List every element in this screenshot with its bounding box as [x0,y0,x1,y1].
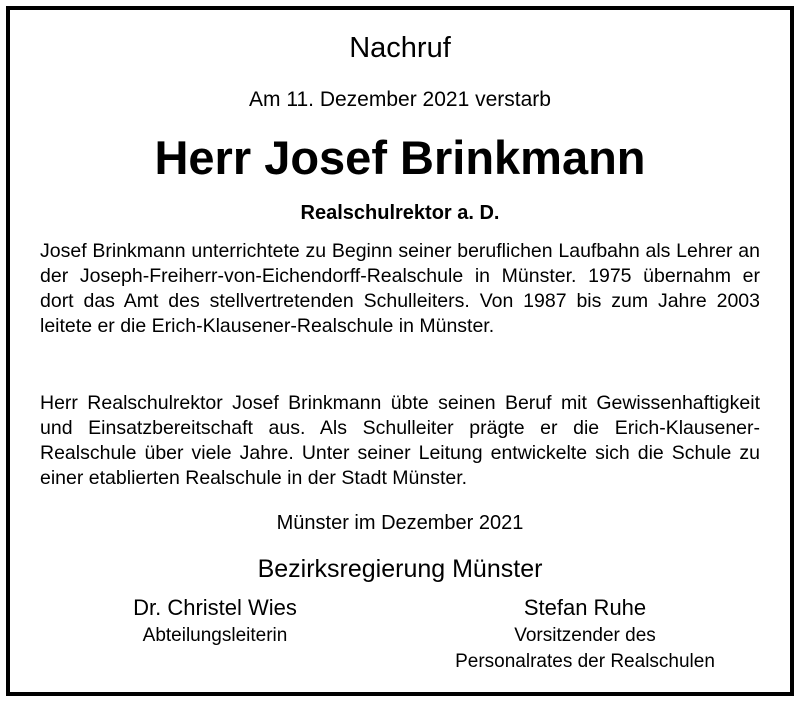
tribute-paragraph: Herr Realschulrektor Josef Brinkmann übte seinen Beruf mit Gewissenhaftigkeit und Einsatzbereitschaft aus. Als Schulleiter prägte er die Erich-Klausener-Realschule über viele Jahre. Unter seiner Leitung entwickelte sich die Schule zu einer etablierten Realschule in der Stadt Münster. [40,392,760,489]
death-date-line: Am 11. Dezember 2021 verstarb [249,88,551,111]
signer-role-line: Personalrates der Realschulen [455,651,715,672]
signer-role-line: Vorsitzender des [514,625,656,646]
signer-role-line: Abteilungsleiterin [142,625,288,646]
signer-block [430,593,740,675]
deceased-title: Realschulrektor a. D. [300,202,500,224]
signer-role [430,623,740,675]
notice-title: Nachruf [349,32,451,64]
signer-role [70,623,360,649]
deceased-name: Herr Josef Brinkmann [154,131,646,184]
place-date: Münster im Dezember 2021 [276,512,524,534]
signer-name: Dr. Christel Wies [133,595,297,620]
biography-paragraph: Josef Brinkmann unterrichtete zu Beginn seiner beruflichen Laufbahn als Lehrer an der Joseph-Freiherr-von-Eichendorff-Realschule in Münster. 1975 übernahm er dort das Amt des stellvertretenden Schulleiters. Von 1987 bis zum Jahre 2003 leitete er die Erich-Klausener-Realschule in Münster. [40,240,760,337]
signer-block [70,593,360,649]
signer-name: Stefan Ruhe [523,595,647,620]
authority-name: Bezirksregierung Münster [257,555,543,583]
